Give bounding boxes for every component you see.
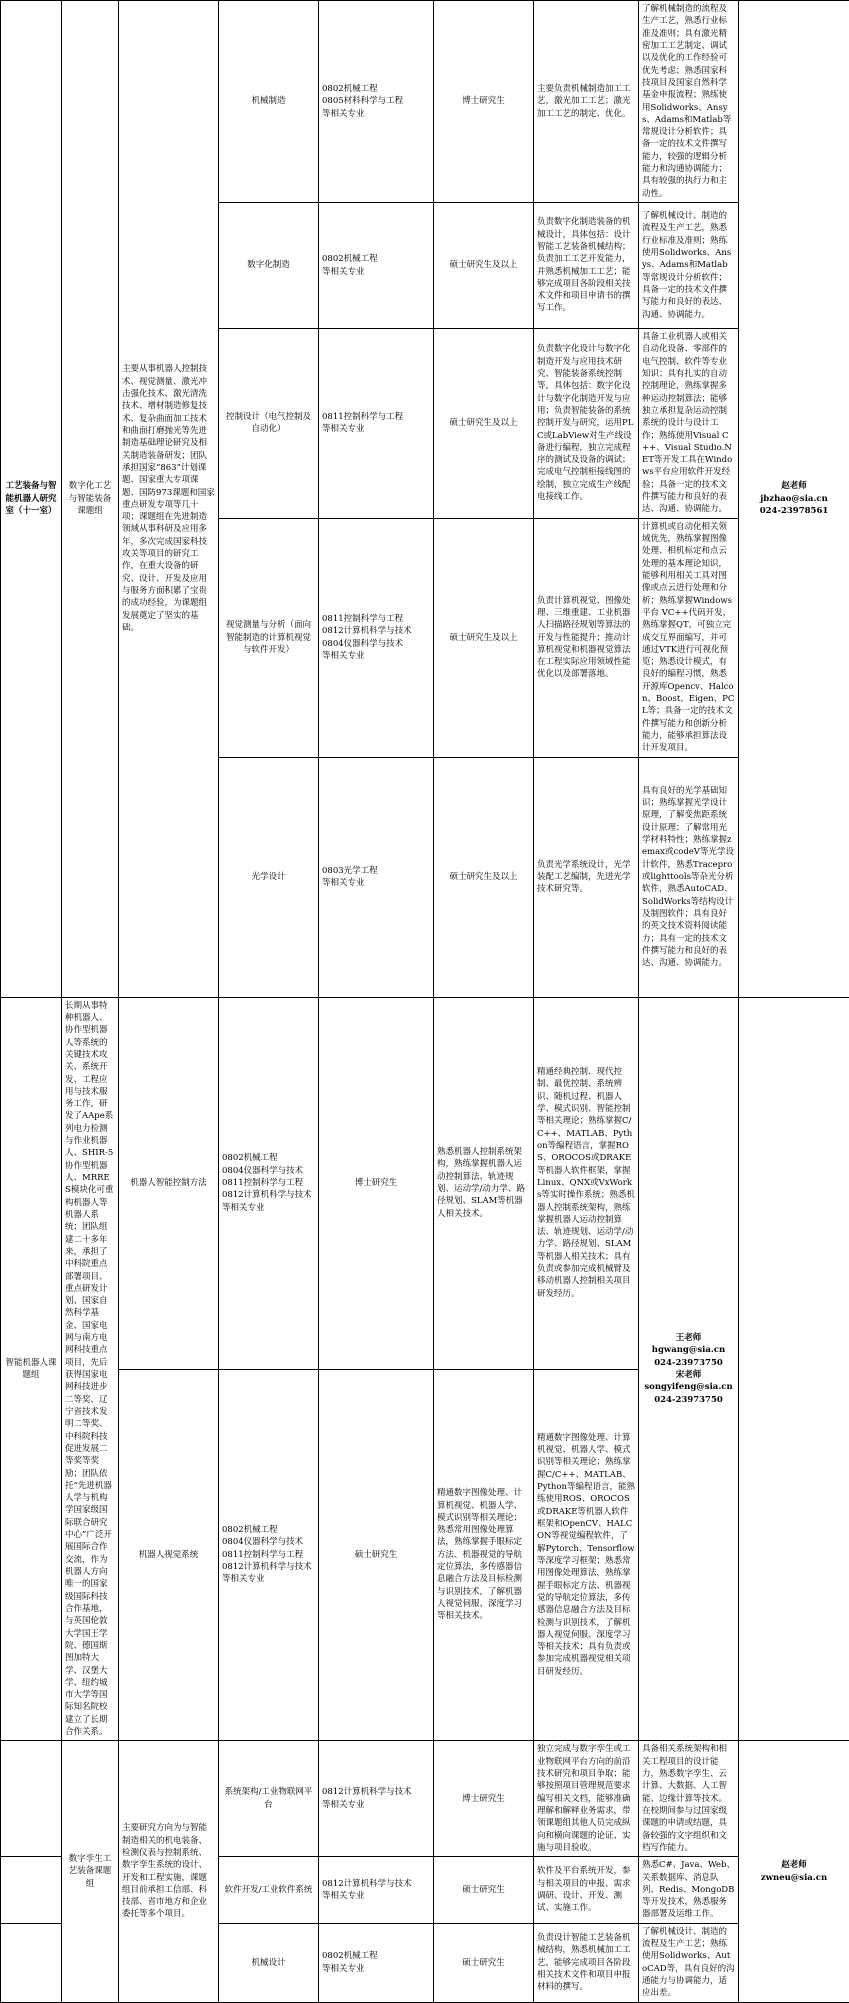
department-blank-cell xyxy=(1,1857,62,1924)
position-title: 数字化制造 xyxy=(219,203,319,329)
position-title: 系统架构/工业物联网平台 xyxy=(219,1741,319,1857)
position-majors: 0812计算机科学与技术 等相关专业 xyxy=(319,1741,434,1857)
position-education: 硕士研究生 xyxy=(434,1923,534,2002)
contact-email[interactable]: zwneu@sia.cn xyxy=(742,1872,846,1884)
contact-name: 宋老师 xyxy=(642,1369,735,1381)
position-education: 硕士研究生及以上 xyxy=(434,203,534,329)
group-intro: 主要研究方向为与智能制造相关的机电装备、检测仪表与控制系统、数字孪生系统的设计、开发和工程实施，课题组目前承担工信部、科技部、省市地方和企业委托等多个项目。 xyxy=(119,1741,219,2002)
position-requirements: 了解机械设计、制造的流程及生产工艺；熟练使用Solidworks、AutoCAD等，具有良好的沟通能力与协调能力，适应出差。 xyxy=(639,1923,739,2002)
position-majors: 0802机械工程 等相关专业 xyxy=(319,1923,434,2002)
position-title: 软件开发/工业软件系统 xyxy=(219,1857,319,1924)
department-name: 工艺装备与智能机器人研究室（十一室） xyxy=(1,1,62,998)
position-education: 博士研究生 xyxy=(434,1741,534,1857)
position-duty: 负责数字化制造装备的机械设计，具体包括：设计智能工艺装备机械结构；负责加工工艺开发能力，并熟悉机械加工工艺；能够完成项目各阶段相关技术文件和项目申请书的撰写工作。 xyxy=(534,203,639,329)
contact-phone: 024-23973750 xyxy=(642,1394,735,1406)
contact-name: 赵老师 xyxy=(742,480,846,492)
position-majors: 0803光学工程 等相关专业 xyxy=(319,757,434,997)
contact-email[interactable]: jbzhao@sia.cn xyxy=(742,493,846,505)
position-majors: 0802机械工程 0804仪器科学与技术 0811控制科学与工程 0812计算机科学与技术 等相关专业 xyxy=(219,997,319,1369)
position-education: 硕士研究生 xyxy=(434,1857,534,1924)
position-majors: 0811控制科学与工程 等相关专业 xyxy=(319,329,434,519)
position-duty: 主要负责机械制造加工工艺，激光加工工艺；激光加工工艺的制定、优化。 xyxy=(534,1,639,203)
position-majors: 0802机械工程 等相关专业 xyxy=(319,203,434,329)
position-education: 硕士研究生及以上 xyxy=(434,518,534,757)
contact-email[interactable]: songyifeng@sia.cn xyxy=(642,1381,735,1393)
position-majors: 0811控制科学与工程 0812计算机科学与技术 0804仪器科学与技术 等相关专业 xyxy=(319,518,434,757)
table-row xyxy=(1,1741,849,1857)
table-row xyxy=(1,1,849,203)
position-duty: 负责计算机视觉、图像处理、三维重建、工业机器人扫描路径规划等算法的开发与性能提升；推动计算机视觉和机器视觉算法在工程实际应用领域性能优化以及部署落地。 xyxy=(534,518,639,757)
position-duty: 负责光学系统设计，光学装配工艺编制，先进光学技术研究等。 xyxy=(534,757,639,997)
group-contact xyxy=(739,1741,849,2002)
position-requirements: 了解机械制造的流程及生产工艺，熟悉行业标准及准则；具有激光精密加工工艺制定、调试以及优化的工作经验可优先考虑；熟悉国家科技项目及国家自然科学基金申报流程；熟练使用Solidworks、Ansys、Adams和Matlab等常规设计分析软件；具备一定的技术文件撰写能力，较强的逻辑分析能力和沟通协调能力；具有较强的执行力和主动性。 xyxy=(639,1,739,203)
group-contact xyxy=(639,997,739,1741)
table-row xyxy=(1,997,849,1369)
position-requirements: 精通数字图像处理、计算机视觉、机器人学、模式识别等相关理论；熟练掌握C/C++、MATLAB、Python等编程语言，能熟练使用ROS、OROCOS或DRAKE等机器人软件框架和OpenCV、HALCON等视觉编程软件，了解Pytorch、Tensorflow等深度学习框架；熟悉常用图像处理算法，熟练掌握手眼标定方法、机器视觉的导航定位算法，多传感器信息融合方法及目标检测与识别技术，了解机器人视觉伺服、深度学习等相关技术；具有负责或参加完成机器视觉相关项目研发经历。 xyxy=(534,1369,639,1741)
group-name: 智能机器人课题组 xyxy=(1,997,62,1741)
contact-name: 赵老师 xyxy=(742,1859,846,1871)
position-requirements: 具备工业机器人或相关自动化设备、零部件的电气控制、软件等专业知识；具有扎实的自动控制理论，熟练掌握多种运动控制算法；能够独立承担复杂运动控制系统的设计与设计工作；熟练使用Visual C++、Visual Studio.NET等开发工具在Windows平台应用软件开发经验；具备一定的技术文件撰写能力和良好的表达、沟通、协调能力。 xyxy=(639,329,739,519)
contact-email[interactable]: hgwang@sia.cn xyxy=(642,1344,735,1356)
position-duty: 独立完成与数字孪生或工业物联网平台方向的前沿技术研究和项目争取；能够按照项目管理规范要求编写相关文档，能够准确理解和解释业务需求，带领课题组其他人员完成纵向和横向课题的论证、实施与项目验收。 xyxy=(534,1741,639,1857)
contact-name: 王老师 xyxy=(642,1332,735,1344)
position-title: 光学设计 xyxy=(219,757,319,997)
position-title: 控制设计（电气控制及自动化） xyxy=(219,329,319,519)
position-title: 视觉测量与分析（面向智能制造的计算机视觉与软件开发） xyxy=(219,518,319,757)
group-intro: 长期从事特种机器人、协作型机器人等系统的关键技术攻关、系统开发、工程应用与技术服务工作，研发了AApe系列电力检测与作业机器人、SHIR-5协作型机器人、MRRES模块化可重构机器人等机器人系统；团队组建二十多年来，承担了中科院重点部署项目、重点研发计划、国家自然科学基金、国家电网与南方电网科技重点项目，先后获得国家电网科技进步二等奖、辽宁省技术发明二等奖、中科院科技促进发展二等奖等奖励；团队依托“先进机器人学与机构学国家级国际联合研究中心”广泛开展国际合作交流，作为机器人方向唯一的国家级国际科技合作基地，与英国伦敦大学国王学院、德国斯图加特大学、汉堡大学、纽约城市大学等国际知名院校建立了长期合作关系。 xyxy=(62,997,119,1741)
position-education: 硕士研究生及以上 xyxy=(434,329,534,519)
position-education: 博士研究生 xyxy=(434,1,534,203)
group-contact xyxy=(739,1,849,998)
position-requirements: 熟悉C#、Java、Web、关系数据库、消息队列、Redis、MongoDB等开发技术，熟悉服务器部署及运维工作。 xyxy=(639,1857,739,1924)
position-requirements: 具备相关系统架构和相关工程项目的设计能力，熟悉数字孪生、云计算、大数据、人工智能、边缘计算等技术。在校期间参与过国家级课题的申请或结题，具备较强的文字组织和文档写作能力。 xyxy=(639,1741,739,1857)
position-education: 博士研究生 xyxy=(319,997,434,1369)
position-title: 机器人视觉系统 xyxy=(119,1369,219,1741)
contact-phone: 024-23973750 xyxy=(642,1357,735,1369)
department-blank-cell xyxy=(1,1741,62,1857)
group-name: 数字孪生工艺装备课题组 xyxy=(62,1741,119,2002)
position-duty: 精通数字图像处理、计算机视觉、机器人学、模式识别等相关理论；熟悉常用图像处理算法，熟练掌握手眼标定方法、机器视觉的导航定位算法，多传感器信息融合方法及目标检测与识别技术，了解机器人视觉伺服、深度学习等相关技术。 xyxy=(434,1369,534,1741)
position-duty: 负责数字化设计与数字化制造开发与应用技术研究、智能装备系统控制等，具体包括：数字化设计与数字化制造开发与应用；负责智能装备的系统控制开发与研究，运用PLC或LabView对生产线设备进行编程，独立完成程序的测试及设备的调试；完成电气控制柜接线图的绘制，独立完成生产线配电接线工作。 xyxy=(534,329,639,519)
position-title: 机器人智能控制方法 xyxy=(119,997,219,1369)
position-requirements: 计算机或自动化相关领域优先，熟练掌握图像处理、相机标定和点云处理的基本理论知识，能够利用相关工具对图像或点云进行处理和分析；熟练掌握Windows平台 VC++代码开发，熟练掌握QT，可独立完成交互界面编写，并可通过VTK进行可视化预览；熟悉设计模式，有良好的编程习惯，熟悉开源库Opencv、Halcon、Boost、Eigen、PCL等；具备一定的技术文件撰写能力和创新分析能力，能够承担算法设计开发项目。 xyxy=(639,518,739,757)
position-majors: 0812计算机科学与技术 等相关专业 xyxy=(319,1857,434,1924)
position-duty: 软件及平台系统开发，参与相关项目的申报、需求调研、设计、开发、测试、实施工作。 xyxy=(534,1857,639,1924)
position-requirements: 具有良好的光学基础知识；熟练掌握光学设计原理，了解变焦距系统设计原理；了解常用光学材料特性；熟练掌握zemax或codeV等光学设计软件，熟悉Tracepro或lighttools等杂光分析软件，熟悉AutoCAD、SolidWorks等结构设计及制图软件；具有良好的英文技术资料阅读能力；具有一定的技术文件撰写能力和良好的表达、沟通、协调能力。 xyxy=(639,757,739,997)
contact-phone: 024-23978561 xyxy=(742,505,846,517)
position-title: 机械制造 xyxy=(219,1,319,203)
position-education: 硕士研究生 xyxy=(319,1369,434,1741)
position-requirements: 了解机械设计、制造的流程及生产工艺，熟悉行业标准及准则；熟练使用Solidworks、Ansys、Adams和Matlab等常规设计分析软件； 具备一定的技术文件撰写能力和良好的表达、沟通、协调能力。 xyxy=(639,203,739,329)
position-requirements: 精通经典控制、现代控制、最优控制、系统辨识、随机过程、机器人学、模式识别、智能控制等相关理论；熟练掌握C/C++、MATLAB、Python等编程语言，掌握ROS、OROCOS或DRAKE等机器人软件框架，掌握Linux、QNX或VxWorks等实时操作系统；熟悉机器人控制系统架构，熟练掌握机器人运动控制算法、轨迹规划、运动学/动力学、路径规划、SLAM等机器人相关技术；具有负责或参加完成机械臂及移动机器人控制相关项目研发经历。 xyxy=(534,997,639,1369)
position-majors: 0802机械工程 0805材料科学与工程 等相关专业 xyxy=(319,1,434,203)
position-majors: 0802机械工程 0804仪器科学与技术 0811控制科学与工程 0812计算机科学与技术 等相关专业 xyxy=(219,1369,319,1741)
position-title: 机械设计 xyxy=(219,1923,319,2002)
position-education: 硕士研究生及以上 xyxy=(434,757,534,997)
position-duty: 负责设计智能工艺装备机械结构，熟悉机械加工工艺，能够完成项目各阶段相关技术文件和项目申报材料的撰写。 xyxy=(534,1923,639,2002)
group-name: 数字化工艺与智能装备课题组 xyxy=(62,1,119,998)
position-duty: 熟悉机器人控制系统架构，熟练掌握机器人运动控制算法、轨迹规划、运动学/动力学、路径规划、SLAM等机器人相关技术。 xyxy=(434,997,534,1369)
group-intro: 主要从事机器人控制技术、视觉测量、激光冲击强化技术、激光清洗技术、增材制造修复技术、复杂曲面加工技术和曲面打磨抛光等先进制造基础理论研究及相关制造装备研发；团队承担国家“863”计划课题、国家重大专项课题、国防973课题和国家重点研发专项等几十项；课题组在先进制造领域从事科研及应用多年，多次完成国家科技攻关等项目的研究工作，在重大设备的研究、设计、开发及应用与服务方面积累了宝贵的成功经验，为课题组发展奠定了坚实的基础。 xyxy=(119,1,219,998)
department-blank-cell xyxy=(1,1923,62,2002)
